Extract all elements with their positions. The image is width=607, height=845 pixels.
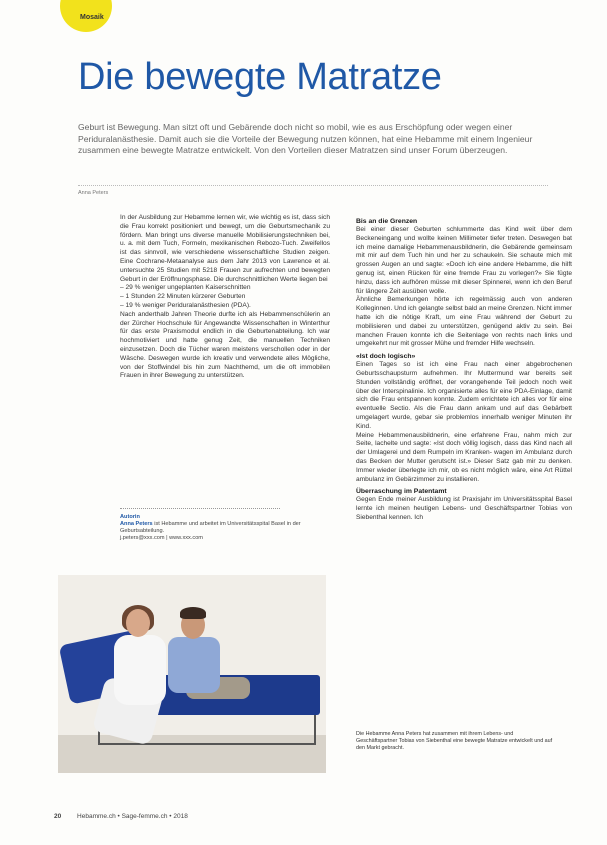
author-divider: [120, 508, 280, 509]
author-contact: j.peters@xxx.com | www.xxx.com: [120, 535, 203, 541]
paragraph: Gegen Ende meiner Ausbildung ist Praxisjahr im Universitätsspital Basel lernte ich meinen heutigen Lebens- und Geschäftspartner Tobias von Siebenthal kennen. Ich: [356, 496, 572, 521]
author-label: Autorin: [120, 514, 140, 520]
article-lead: Geburt ist Bewegung. Man sitzt oft und Gebärende doch nicht so mobil, wie es aus Erschöpfung oder wegen einer Periduralanästhesie. Damit auch sie die Vorteile der Bewegung nutzen können, hat eine Hebamme mit einem Ingenieur zusammen eine bewegte Matratze entwickelt. Von den Vorteilen dieser Matratzen sind unser Forum überzeugen.: [78, 122, 533, 155]
page-footer: [54, 813, 188, 820]
right-column: [356, 214, 572, 523]
section-tag: Mosaik: [80, 14, 104, 21]
author-box: [120, 514, 330, 542]
paragraph: Bei einer dieser Geburten schlummerte das Kind weit über dem Beckeneingang und wollte keinen Millimeter tiefer treten. Deswegen bat ich meine damalige Hebammenausbildnerin, die Gebärende gemeinsam mit mir auf dem Tuch hin und her zu schaukeln. Sie schaute mich mit grossen Augen an und sagte: «Doch ich eine andere Hebamme, die hilft genug ist, einen Rücken für eine fremde Frau zu vorlegen?» Sie fügte hinzu, dass ich aufhören müsse mit dieser Spinnerei, wenn ich den Beruf für längere Zeit ausüben wolle.: [356, 226, 572, 295]
paragraph: In der Ausbildung zur Hebamme lernen wir, wie wichtig es ist, dass sich die Frau korrekt positioniert und bewegt, um die Geburtsmechanik zu fördern. Man bringt uns diverse manuelle Mobilisierungstechniken bei, u. a. mit dem Tuch, Formeln, mexikanischen Rebozo-Tuch. Zweifellos ist das sinnvoll, wie verschiedene wissenschaftliche Studien zeigen. Eine Cochrane-Metaanalyse aus dem Jahr 2013 von Lawrence et al. untersuchte 25 Studien mit 5218 Frauen zur aufrechten und bewegten Geburt in der Eröffnungsphase. Die durchschnittlichen Werte liegen bei: [120, 214, 330, 283]
list-item: – 1 Stunden 22 Minuten kürzerer Geburten: [120, 293, 246, 301]
author-name: Anna Peters: [120, 521, 153, 527]
paragraph: Ähnliche Bemerkungen hörte ich regelmässig auch von anderen Kolleginnen. Und ich gelangte selbst bald an meine Grenzen. Nicht immer hatte ich die nötige Kraft, um eine Frau während der Geburt zu mobilisieren und dabei zu unterstützen, genügend aktiv zu sein. Bei manchen Frauen konnte ich die Seitenlage von rechts nach links und umgekehrt nur mit grosser Mühe und fremder Hilfe wechseln.: [356, 296, 572, 348]
subheading: «Ist doch logisch»: [356, 353, 416, 361]
subheading: Überraschung im Patentamt: [356, 488, 447, 496]
left-column: [120, 214, 330, 381]
photo-caption: Die Hebamme Anna Peters hat zusammen mit ihrem Lebens- und Geschäftspartner Tobias von Siebenthal eine bewegte Matratze entwickelt und auf den Markt gebracht.: [356, 731, 553, 751]
paragraph: Einen Tages so ist ich eine Frau nach einer abgebrochenen Geburtsschaupsturm aufnehmen. Ihr Muttermund war bereits seit Stunden vollständig eröffnet, der vorangehende Teil jedoch noch weit über der Interspinalinie. Ich organisierte alles für eine PDA-Einlage, damit sich die Frau entspannen konnte. Zudem errichtete ich alles vor für eine eventuelle Sectio. Als die Frau dann ankam und auf das Gebärbett umgelagert wurde, gebar sie problemlos innerhalb weniger Minuten ihr Kind.: [356, 361, 572, 430]
person-woman-head: [126, 609, 150, 637]
paragraph: Nach anderthalb Jahren Theorie durfte ich als Hebammenschülerin an der Zürcher Hochschule für Angewandte Wissenschaften in Winterthur für das erste Praxismodul endlich in die Geburtenabteilung. Ich war hochmotiviert und hatte genug Zeit, die manuellen Techniken einzusetzen. Doch die Tücher waren meistens verschollen oder in der Wäsche. Deswegen wurde ich kreativ und verwendete alles Mögliche, von der Stoffwindel bis hin zum Nachthemd, um die oft immobilen Frauen in ihrer Bewegung zu unterstützen.: [120, 310, 330, 380]
article-title: Die bewegte Matratze: [78, 56, 442, 98]
person-man-body: [168, 637, 220, 693]
lead-divider: [78, 185, 548, 186]
byline: Anna Peters: [78, 190, 109, 196]
footer-text: Hebamme.ch • Sage-femme.ch • 2018: [77, 813, 188, 820]
subheading: Bis an die Grenzen: [356, 218, 418, 225]
paragraph: Meine Hebammenausbildnerin, eine erfahrene Frau, nahm mich zur Seite, lachelte und sagte: «Ist doch völlig logisch, dass das Kind nach all der Umlagerei und dem Rumpeln im Kranken- wagen im Ambulanz durch das Becken der Mutter gerutscht ist.» Dieser Satz gab mir zu denken. Immer wieder überlegte ich mir, ob es nicht möglich wäre, eine Art Rüttel ambulanz im Gebärzimmer zu installieren.: [356, 431, 572, 483]
article-photo: [58, 575, 326, 773]
person-man-hair: [180, 607, 206, 619]
list-item: – 29 % weniger ungeplanten Kaiserschnitten: [120, 284, 251, 292]
page-number: 20: [54, 813, 62, 820]
person-woman-body: [114, 635, 166, 705]
author-desc: ist Hebamme und arbeitet im Universitätsspital Basel in der Geburtsabteilung.: [120, 521, 301, 534]
list-item: – 19 % weniger Periduralanästhesien (PDA).: [120, 301, 251, 309]
